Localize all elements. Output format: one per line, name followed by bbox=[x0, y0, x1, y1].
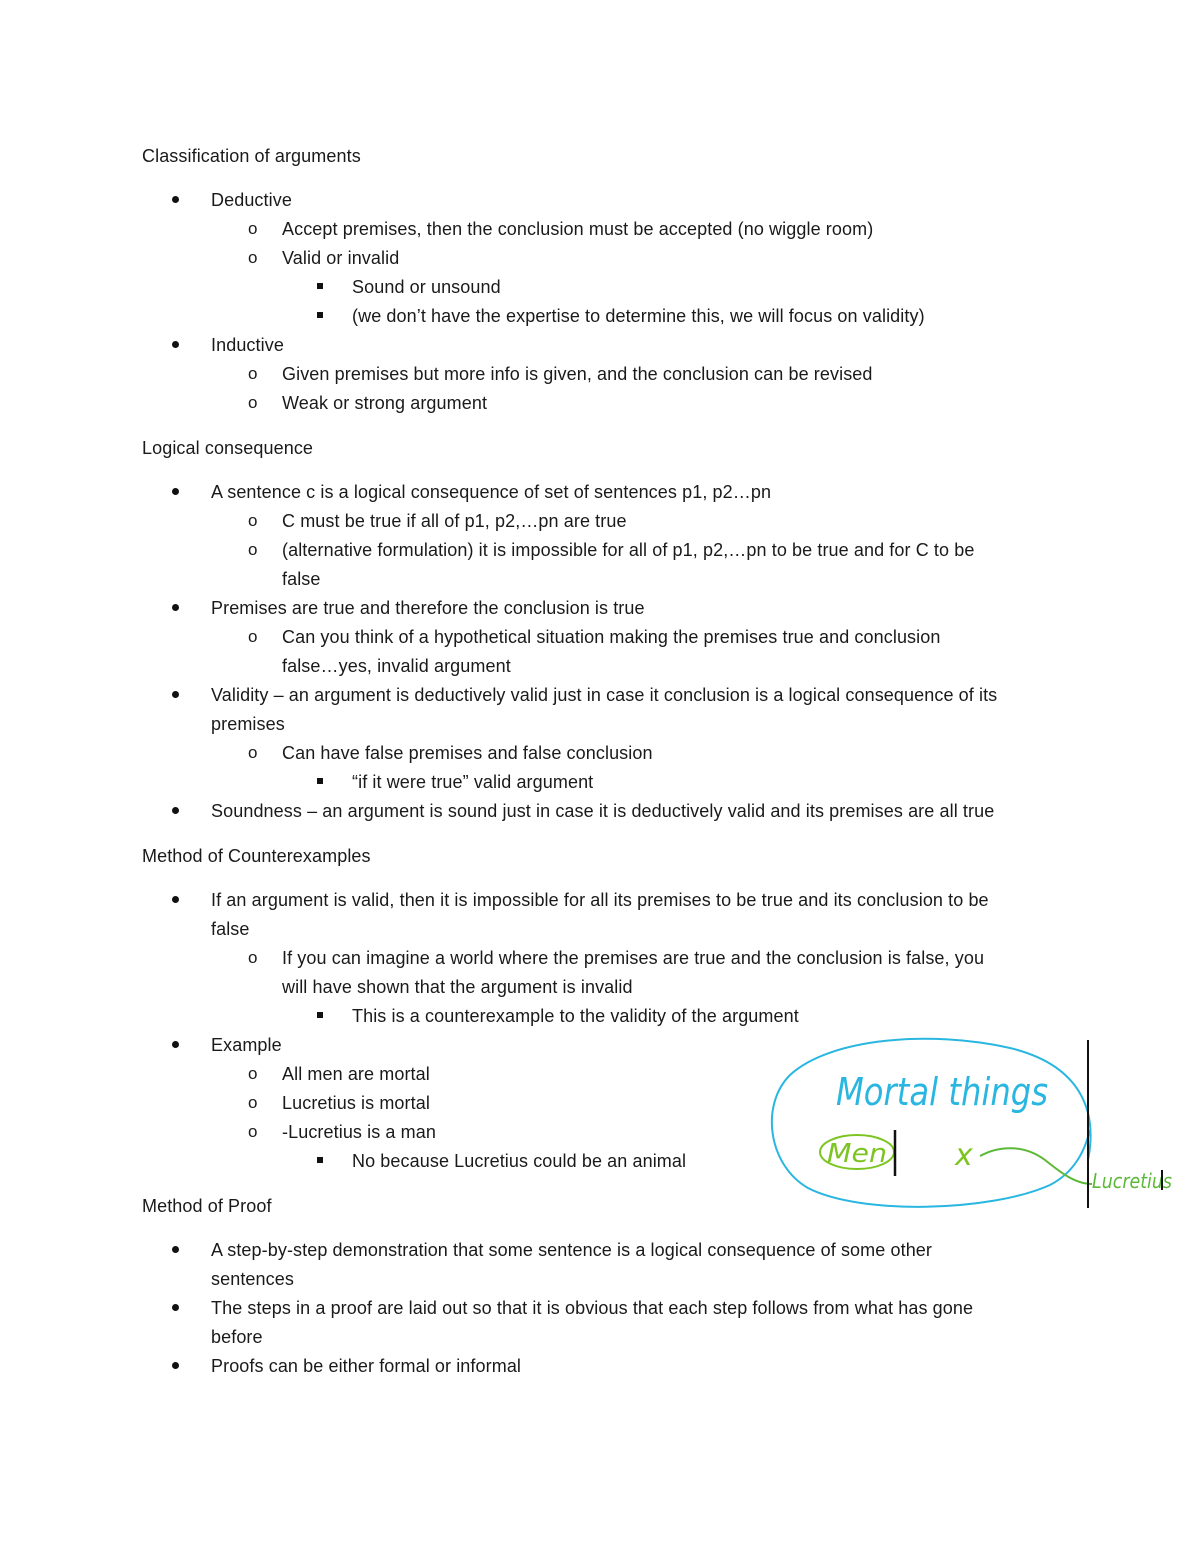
list-item: Example bbox=[211, 1035, 282, 1055]
men-label: Men bbox=[827, 1139, 887, 1169]
list-item: Proofs can be either formal or informal bbox=[211, 1356, 522, 1376]
list-item: Sound or unsound bbox=[352, 277, 501, 297]
lucretius-arrow bbox=[980, 1148, 1092, 1184]
list-item: C must be true if all of p1, p2,…pn are true bbox=[282, 511, 627, 531]
section-heading: Logical consequence bbox=[142, 438, 314, 458]
list-item: Deductive bbox=[211, 190, 292, 210]
mortal-things-circle bbox=[772, 1039, 1091, 1207]
section-heading: Method of Counterexamples bbox=[142, 846, 371, 866]
circle-bullet-icon: o bbox=[248, 948, 258, 967]
list-item: (alternative formulation) it is impossible for all of p1, p2,…pn to be true and for C to be bbox=[282, 540, 975, 560]
circle-bullet-icon: o bbox=[248, 1093, 258, 1112]
list-item-continuation: false bbox=[282, 569, 321, 589]
list-item: This is a counterexample to the validity of the argument bbox=[352, 1006, 799, 1026]
list-item: Lucretius is mortal bbox=[282, 1093, 430, 1113]
list-item: -Lucretius is a man bbox=[282, 1122, 436, 1142]
list-item-continuation: sentences bbox=[211, 1269, 294, 1289]
list-item: Can have false premises and false conclusion bbox=[282, 743, 653, 763]
circle-bullet-icon: o bbox=[248, 364, 258, 383]
circle-bullet-icon: o bbox=[248, 1064, 258, 1083]
section-heading: Classification of arguments bbox=[142, 146, 361, 166]
circle-bullet-icon: o bbox=[248, 1122, 258, 1141]
section-heading: Method of Proof bbox=[142, 1196, 272, 1216]
list-item: Accept premises, then the conclusion must be accepted (no wiggle room) bbox=[282, 219, 874, 239]
list-item: Inductive bbox=[211, 335, 284, 355]
list-item: If you can imagine a world where the premises are true and the conclusion is false, you bbox=[282, 948, 985, 968]
list-item-continuation: false bbox=[211, 919, 250, 939]
list-item: If an argument is valid, then it is impossible for all its premises to be true and its conclusion to be bbox=[211, 890, 989, 910]
list-item: “if it were true” valid argument bbox=[352, 772, 594, 792]
list-item: All men are mortal bbox=[282, 1064, 430, 1084]
list-item: The steps in a proof are laid out so that it is obvious that each step follows from what has gone bbox=[211, 1298, 974, 1318]
circle-bullet-icon: o bbox=[248, 219, 258, 238]
list-item-continuation: premises bbox=[211, 714, 285, 734]
list-item: Given premises but more info is given, and the conclusion can be revised bbox=[282, 364, 873, 384]
circle-bullet-icon: o bbox=[248, 540, 258, 559]
list-item: Soundness – an argument is sound just in case it is deductively valid and its premises are all true bbox=[211, 801, 995, 821]
list-item: (we don’t have the expertise to determine this, we will focus on validity) bbox=[352, 306, 925, 326]
list-item: Validity – an argument is deductively valid just in case it conclusion is a logical consequence of its bbox=[211, 685, 998, 705]
list-item: No because Lucretius could be an animal bbox=[352, 1151, 687, 1171]
circle-bullet-icon: o bbox=[248, 743, 258, 762]
list-item: Weak or strong argument bbox=[282, 393, 488, 413]
mortal-things-label: Mortal things bbox=[836, 1070, 1048, 1114]
circle-bullet-icon: o bbox=[248, 393, 258, 412]
list-item: Can you think of a hypothetical situation making the premises true and conclusion bbox=[282, 627, 941, 647]
list-item-continuation: before bbox=[211, 1327, 263, 1347]
list-item: A sentence c is a logical consequence of set of sentences p1, p2…pn bbox=[211, 482, 772, 502]
lucretius-label: Lucretius bbox=[1092, 1169, 1172, 1193]
circle-bullet-icon: o bbox=[248, 627, 258, 646]
list-item: Premises are true and therefore the conclusion is true bbox=[211, 598, 645, 618]
x-mark: x bbox=[955, 1138, 973, 1173]
circle-bullet-icon: o bbox=[248, 511, 258, 530]
list-item-continuation: false…yes, invalid argument bbox=[282, 656, 511, 676]
list-item: A step-by-step demonstration that some sentence is a logical consequence of some other bbox=[211, 1240, 933, 1260]
circle-bullet-icon: o bbox=[248, 248, 258, 267]
list-item: Valid or invalid bbox=[282, 248, 400, 268]
list-item-continuation: will have shown that the argument is invalid bbox=[282, 977, 633, 997]
